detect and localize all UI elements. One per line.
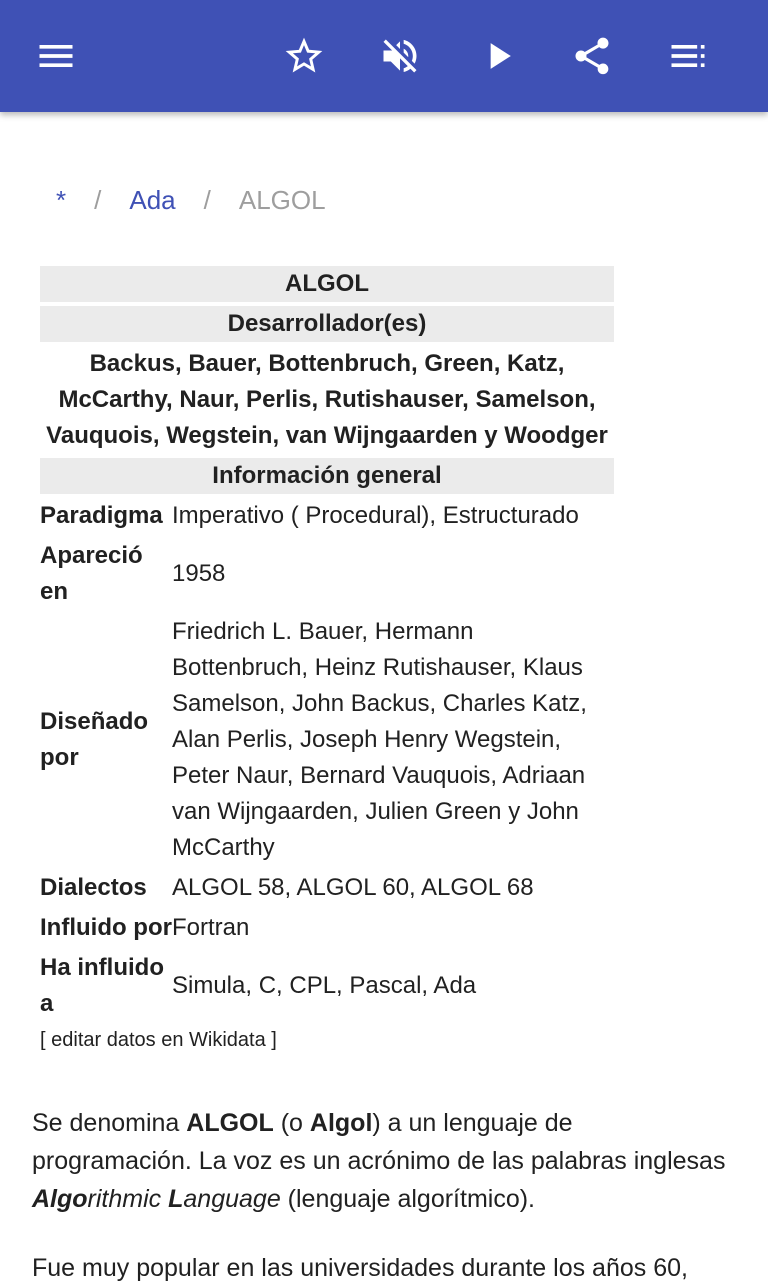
app-bar: [0, 0, 768, 112]
infobox-general-header: Información general: [40, 458, 614, 494]
term-bold: ALGOL: [186, 1109, 274, 1137]
infobox-row-designed-by: [40, 614, 614, 866]
infobox-developers: Backus, Bauer, Bottenbruch, Green, Katz, McCarthy, Naur, Perlis, Rutishauser, Samelson, Vauquois, Wegstein, van Wijngaarden y Woodger: [46, 350, 608, 449]
volume-off-icon: [378, 34, 422, 78]
infobox-row-dialects: [40, 870, 614, 906]
edit-wikidata-link[interactable]: editar datos en Wikidata: [51, 1029, 266, 1051]
infobox-row-influenced-by: [40, 910, 614, 946]
star-icon: [282, 34, 326, 78]
infobox-label: Diseñado por: [40, 708, 149, 771]
infobox-label: Dialectos: [40, 874, 147, 901]
infobox-developers-header: Desarrollador(es): [40, 306, 614, 342]
acronym-letters: L: [168, 1185, 184, 1213]
infobox-value: ALGOL 58, ALGOL 60, ALGOL 68: [172, 874, 534, 901]
infobox: [40, 266, 614, 1054]
mute-button[interactable]: [372, 28, 428, 84]
breadcrumb-current: ALGOL: [238, 184, 326, 215]
paragraph-text: (lenguaje algorítmico).: [280, 1185, 536, 1213]
playlist-icon: [666, 34, 710, 78]
infobox-row-paradigm: [40, 498, 614, 534]
article-paragraph: Fue muy popular en las universidades durante los años 60,: [32, 1254, 688, 1282]
bracket-open: [: [40, 1029, 46, 1051]
infobox-value: Fortran: [172, 914, 250, 941]
infobox-value: 1958: [172, 560, 226, 587]
infobox-value: Simula, C, CPL, Pascal, Ada: [172, 972, 477, 999]
wikidata-edit: [40, 1026, 614, 1054]
infobox-label: Ha influido a: [40, 954, 164, 1017]
breadcrumb-home-link[interactable]: *: [56, 184, 67, 215]
infobox-label: Apareció en: [40, 542, 143, 605]
infobox-row-appeared: [40, 538, 614, 610]
infobox-label: Paradigma: [40, 502, 163, 529]
acronym-letters: Algo: [32, 1185, 88, 1213]
breadcrumb-separator: /: [203, 184, 211, 215]
article-paragraph: [32, 1104, 732, 1218]
paragraph-text: ) a un lenguaje de programación. La voz es un acrónimo de las palabras inglesas: [32, 1109, 726, 1175]
infobox-value: Friedrich L. Bauer, Hermann Bottenbruch, Heinz Rutishauser, Klaus Samelson, John Backus, Charles Katz, Alan Perlis, Joseph Henry Wegstein, Peter Naur, Bernard Vauquois, Adriaan van Wijngaarden, Julien Green y John McCarthy: [172, 618, 587, 861]
breadcrumb-parent-link[interactable]: Ada: [129, 184, 176, 215]
infobox-value: Imperativo ( Procedural), Estructurado: [172, 502, 579, 529]
favorite-button[interactable]: [276, 28, 332, 84]
share-button[interactable]: [564, 28, 620, 84]
breadcrumb-separator: /: [94, 184, 102, 215]
acronym-rest: anguage: [183, 1185, 281, 1213]
menu-icon: [34, 34, 78, 78]
infobox-label: Influido por: [40, 914, 172, 941]
contents-button[interactable]: [660, 28, 716, 84]
play-icon: [476, 34, 520, 78]
acronym-rest: rithmic: [87, 1185, 169, 1213]
infobox-title: ALGOL: [40, 266, 614, 302]
menu-button[interactable]: [28, 28, 84, 84]
paragraph-text: (o: [273, 1109, 310, 1137]
infobox-row-influenced: [40, 950, 614, 1022]
share-icon: [570, 34, 614, 78]
play-button[interactable]: [470, 28, 526, 84]
term-bold: Algol: [309, 1109, 373, 1137]
breadcrumb: [56, 178, 326, 222]
bracket-close: ]: [271, 1029, 277, 1051]
paragraph-text: Se denomina: [32, 1109, 187, 1137]
